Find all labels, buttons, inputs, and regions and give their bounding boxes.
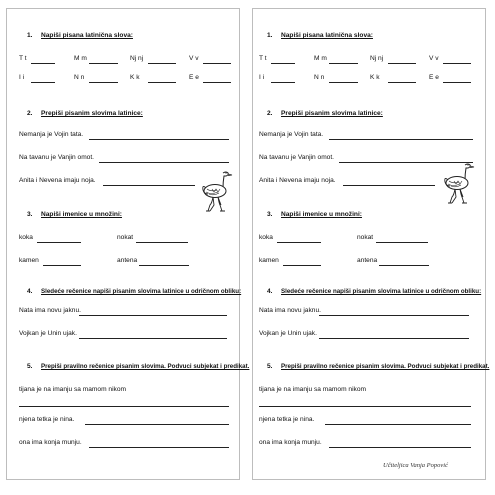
sentence: njena tetka je nina.: [259, 416, 315, 423]
ostrich-illustration: [201, 169, 235, 215]
sentence: Vojkan je Unin ujak.: [19, 330, 77, 337]
answer-line[interactable]: [89, 447, 229, 448]
answer-line[interactable]: [203, 63, 231, 64]
letter-pair: V v: [189, 55, 199, 62]
answer-line[interactable]: [329, 63, 358, 64]
task-4-title: Sledeće rečenice napiši pisanim slovima latinice u odričnom obliku:: [281, 288, 482, 295]
answer-line[interactable]: [329, 447, 471, 448]
sentence: Vojkan je Unin ujak.: [259, 330, 317, 337]
task-1-number: 1.: [267, 32, 273, 39]
noun: antena: [117, 257, 138, 264]
sentence: Nemanja je Vojin tata.: [259, 131, 324, 138]
answer-line[interactable]: [103, 185, 195, 186]
task-2-number: 2.: [27, 110, 33, 117]
answer-line[interactable]: [89, 82, 118, 83]
answer-line[interactable]: [329, 139, 473, 140]
answer-line[interactable]: [31, 63, 55, 64]
letter-pair: T t: [259, 55, 267, 62]
answer-line[interactable]: [388, 63, 416, 64]
task-4-title: Sledeće rečenice napiši pisanim slovima latinice u odričnom obliku:: [41, 288, 242, 295]
task-4-number: 4.: [27, 288, 33, 295]
letter-pair: N n: [314, 74, 325, 81]
task-3-title: Napiši imenice u množini:: [41, 211, 122, 218]
letter-pair: V v: [429, 55, 439, 62]
answer-line[interactable]: [271, 63, 295, 64]
noun: kamen: [19, 257, 39, 264]
task-3-title: Napiši imenice u množini:: [281, 211, 362, 218]
answer-line[interactable]: [37, 242, 81, 243]
letter-pair: N n: [74, 74, 85, 81]
sentence: Nata ima novu jaknu.: [259, 307, 321, 314]
task-5-number: 5.: [27, 363, 33, 370]
task-5-title: Prepiši pravilno rečenice pisanim slovima. Podvuci subjekat i predikat.: [41, 363, 250, 370]
answer-line[interactable]: [376, 242, 428, 243]
answer-line[interactable]: [271, 82, 295, 83]
answer-line[interactable]: [85, 424, 229, 425]
letter-pair: K k: [130, 74, 140, 81]
sentence: Anita i Nevena imaju noja.: [259, 177, 336, 184]
sentence: ona ima konja munju.: [259, 439, 322, 446]
letter-pair: E e: [189, 74, 199, 81]
sentence: tijana je na imanju sa mamom nikom: [259, 386, 367, 393]
worksheet-right: [252, 8, 490, 480]
letter-pair: I i: [259, 74, 265, 81]
answer-line[interactable]: [343, 185, 435, 186]
answer-line[interactable]: [283, 265, 321, 266]
answer-line[interactable]: [79, 315, 227, 316]
task-2-number: 2.: [267, 110, 273, 117]
sentence: tijana je na imanju sa mamom nikom: [19, 386, 127, 393]
answer-line[interactable]: [325, 424, 471, 425]
answer-line[interactable]: [319, 315, 469, 316]
answer-line[interactable]: [79, 338, 227, 339]
answer-line[interactable]: [31, 82, 55, 83]
sentence: Anita i Nevena imaju noja.: [19, 177, 96, 184]
ostrich-illustration: [443, 161, 477, 207]
task-3-number: 3.: [27, 211, 33, 218]
letter-pair: T t: [19, 55, 27, 62]
task-3-number: 3.: [267, 211, 273, 218]
answer-line[interactable]: [443, 82, 471, 83]
answer-line[interactable]: [277, 242, 321, 243]
answer-line[interactable]: [259, 406, 471, 407]
teacher-signature: Učiteljica Vanja Popović: [383, 462, 448, 469]
task-2-title: Prepiši pisanim slovima latinice:: [281, 110, 383, 117]
letter-pair: I i: [19, 74, 25, 81]
answer-line[interactable]: [148, 63, 176, 64]
answer-line[interactable]: [443, 63, 471, 64]
task-5-title: Prepiši pravilno rečenice pisanim slovima. Podvuci subjekat i predikat.: [281, 363, 490, 370]
task-1-number: 1.: [27, 32, 33, 39]
letter-pair: Nj nj: [130, 55, 144, 62]
sentence: Nata ima novu jaknu.: [19, 307, 81, 314]
sentence: Na tavanu je Vanjin omot.: [259, 154, 335, 161]
letter-pair: M m: [74, 55, 87, 62]
noun: nokat: [357, 234, 374, 241]
noun: koka: [259, 234, 273, 241]
task-5-number: 5.: [267, 363, 273, 370]
worksheet-left: [6, 8, 250, 480]
sentence: ona ima konja munju.: [19, 439, 82, 446]
task-1-title: Napiši pisana latinična slova:: [281, 32, 373, 39]
answer-line[interactable]: [148, 82, 176, 83]
answer-line[interactable]: [89, 63, 118, 64]
letter-pair: K k: [370, 74, 380, 81]
letter-pair: Nj nj: [370, 55, 384, 62]
answer-line[interactable]: [139, 265, 189, 266]
sentence: Nemanja je Vojin tata.: [19, 131, 84, 138]
answer-line[interactable]: [89, 139, 229, 140]
letter-pair: M m: [314, 55, 327, 62]
answer-line[interactable]: [136, 242, 188, 243]
answer-line[interactable]: [203, 82, 231, 83]
noun: koka: [19, 234, 33, 241]
noun: kamen: [259, 257, 279, 264]
answer-line[interactable]: [99, 162, 229, 163]
letter-pair: E e: [429, 74, 439, 81]
answer-line[interactable]: [388, 82, 416, 83]
answer-line[interactable]: [19, 406, 229, 407]
answer-line[interactable]: [319, 338, 469, 339]
answer-line[interactable]: [329, 82, 358, 83]
task-1-title: Napiši pisana latinična slova:: [41, 32, 133, 39]
sentence: njena tetka je nina.: [19, 416, 75, 423]
task-2-title: Prepiši pisanim slovima latinice:: [41, 110, 143, 117]
answer-line[interactable]: [379, 265, 429, 266]
noun: nokat: [117, 234, 134, 241]
noun: antena: [357, 257, 378, 264]
task-4-number: 4.: [267, 288, 273, 295]
answer-line[interactable]: [43, 265, 81, 266]
sentence: Na tavanu je Vanjin omot.: [19, 154, 95, 161]
